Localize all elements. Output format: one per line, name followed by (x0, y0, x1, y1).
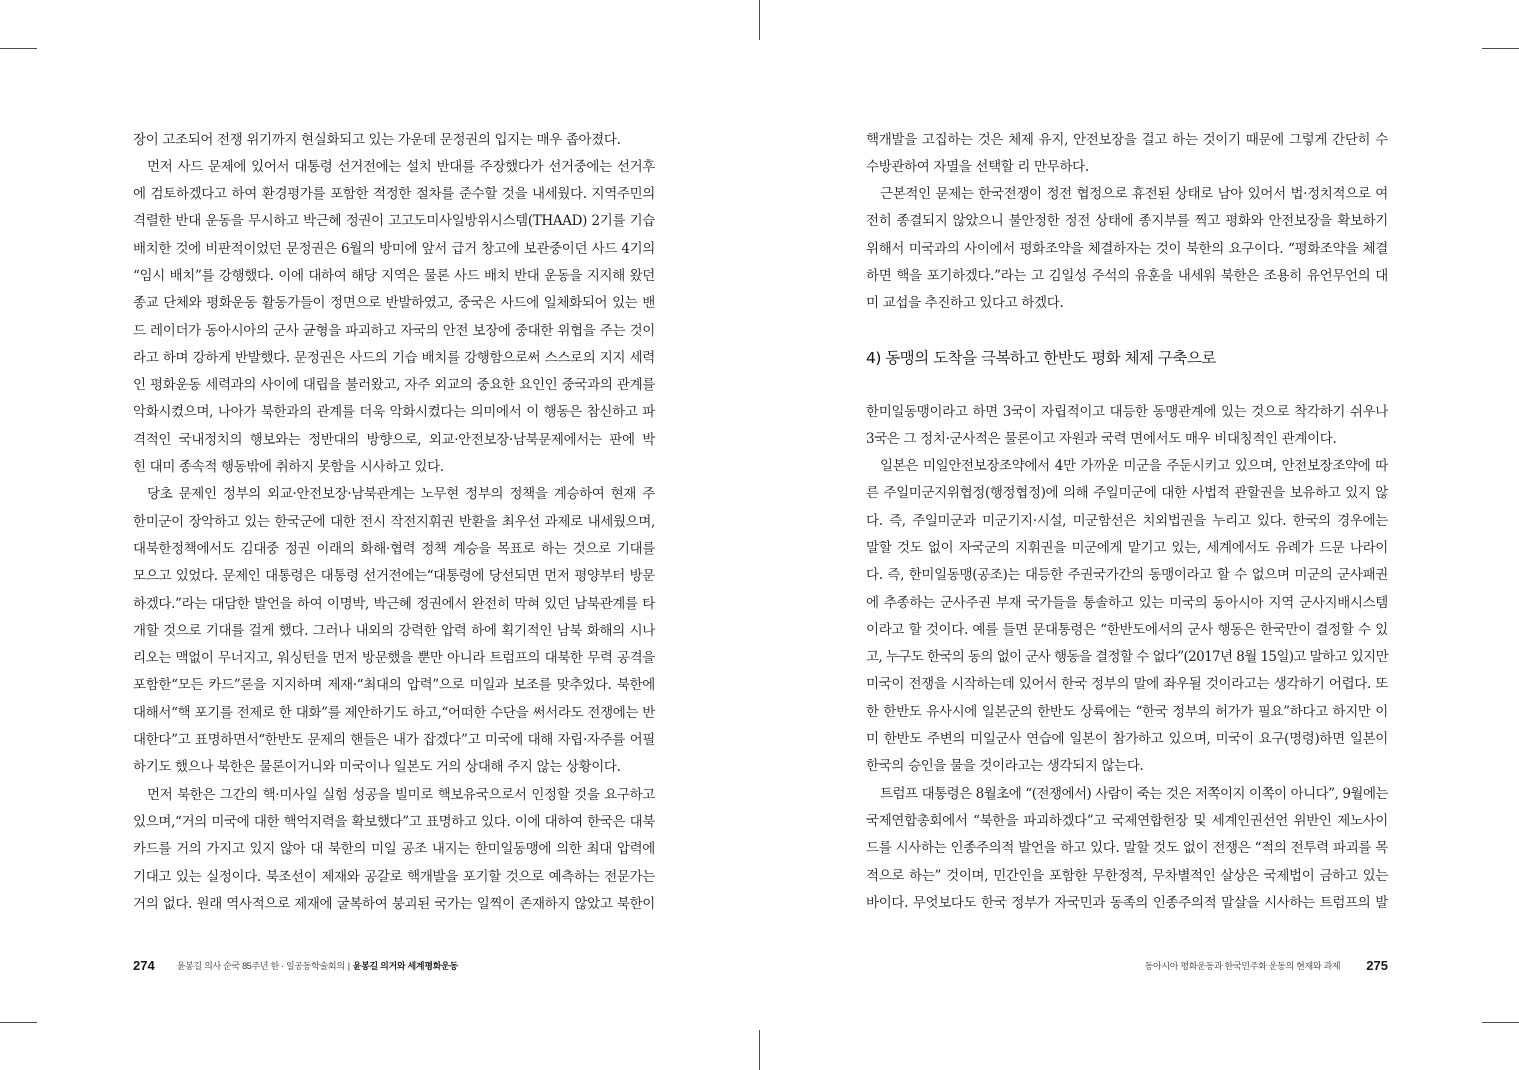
text-line: 말할 것도 없이 자국군의 지휘권을 미군에게 맡기고 있는, 세계에서도 유례가 드문 나라이 (866, 539, 1388, 556)
text-line: 근본적인 문제는 한국전쟁이 정전 협정으로 휴전된 상태로 남아 있어서 법·정치적으로 여 (880, 186, 1388, 203)
right-body-text-top (866, 127, 1388, 318)
text-line: 장이 고조되어 전쟁 위기까지 현실화되고 있는 가운데 문정권의 입지는 매우 좁아졌다. (133, 131, 621, 148)
text-line: 3국은 그 정치·군사적은 물론이고 자원과 국력 면에서도 매우 비대칭적인 관계이다. (866, 430, 1337, 447)
text-line: 기대고 있는 실정이다. 북조선이 제재와 공갈로 핵개발을 포기할 것으로 예측하는 전문가는 (133, 868, 655, 885)
text-line: 하면 핵을 포기하겠다.”라는 고 김일성 주석의 유훈을 내세워 북한은 조용히 유언무언의 대 (866, 267, 1388, 284)
text-line: 리오는 맥없이 무너지고, 워싱턴을 먼저 방문했을 뿐만 아니라 트럼프의 대북한 무력 공격을 (133, 650, 655, 667)
text-line: 하기도 했으나 북한은 물론이거니와 미국이나 일본도 거의 상대해 주지 않는 상황이다. (133, 759, 621, 776)
running-head-title: 윤봉길 의거와 세계평화운동 (352, 960, 458, 971)
text-line: 한국의 승인을 물을 것이라고는 생각되지 않는다. (866, 758, 1144, 775)
text-line: 고, 누구도 한국의 동의 없이 군사 행동을 결정할 수 없다”(2017년 8월 15일)고 말하고 있지만 (866, 649, 1388, 666)
text-line: “임시 배치”를 강행했다. 이에 대하여 해당 지역은 물론 사드 배치 반대 운동을 지지해 왔던 (133, 267, 655, 284)
text-line: 이라고 할 것이다. 예를 들면 문대통령은 “한반도에서의 군사 행동은 한국만이 결정할 수 있 (866, 621, 1388, 638)
text-line: 먼저 북한은 그간의 핵·미사일 실험 성공을 빌미로 핵보유국으로서 인정할 것을 요구하고 (147, 786, 655, 803)
crop-mark-bottom-center (759, 1030, 760, 1070)
text-line: 대해서“핵 포기를 전제로 한 대화”를 제안하기도 하고,“어떠한 수단을 써서라도 전쟁에는 반 (133, 704, 655, 721)
text-line: 인 평화운동 세력과의 사이에 대립을 불러왔고, 자주 외교의 중요한 요인인 중국과의 관계를 (133, 377, 655, 394)
text-line: 카드를 거의 가지고 있지 않아 대 북한의 미일 공조 내지는 한미일동맹에 의한 최대 압력에 (133, 841, 655, 858)
text-line: 드를 시사하는 인종주의적 발언을 하고 있다. 말할 것도 없이 전쟁은 “적의 전투력 파괴를 목 (866, 840, 1388, 857)
crop-mark-top-right (1482, 48, 1519, 49)
text-line: 개할 것으로 기대를 걸게 했다. 그러나 내외의 강력한 압력 하에 획기적인 남북 화해의 시나 (133, 622, 655, 639)
text-line: 에 검토하겠다고 하여 환경평가를 포함한 적정한 절차를 준수할 것을 내세웠다. 지역주민의 (133, 186, 655, 203)
text-line: 위해서 미국과의 사이에서 평화조약을 체결하자는 것이 북한의 요구이다. “평화조약을 체결 (866, 240, 1388, 257)
text-line: 배치한 것에 비판적이었던 문정권은 6월의 방미에 앞서 급거 창고에 보관중이던 사드 4기의 (133, 240, 655, 257)
text-line: 른 주일미군지위협정(행정협정)에 의해 주일미군에 대한 사법적 관할권을 보유하고 있지 않 (866, 485, 1388, 502)
left-footer (133, 955, 458, 975)
right-footer (1145, 955, 1388, 975)
text-line: 한 한반도 유사시에 일본군의 한반도 상륙에는 “한국 정부의 허가가 필요”하다고 하지만 이 (866, 703, 1388, 720)
text-line: 바이다. 무엇보다도 한국 정부가 자국민과 동족의 인종주의적 말살을 시사하는 트럼프의 발 (866, 894, 1388, 911)
text-line: 악화시켰으며, 나아가 북한과의 관계를 더욱 악화시켰다는 의미에서 이 행동은 참신하고 파 (133, 404, 655, 421)
text-line: 대한다”고 표명하면서“한반도 문제의 핸들은 내가 잡겠다”고 미국에 대해 자립·자주를 어필 (133, 732, 655, 749)
left-body-text (133, 127, 655, 919)
text-line: 다. 즉, 한미일동맹(공조)는 대등한 주권국가간의 동맹이라고 할 수 없으며 미군의 군사패권 (866, 567, 1388, 584)
text-line: 격렬한 반대 운동을 무시하고 박근혜 정권이 고고도미사일방위시스템(THAAD) 2기를 기습 (133, 213, 655, 230)
text-line: 힌 대미 종속적 행동밖에 취하지 못함을 시사하고 있다. (133, 459, 444, 476)
text-line: 일본은 미일안전보장조약에서 4만 가까운 미군을 주둔시키고 있으며, 안전보장조약에 따 (880, 458, 1388, 475)
text-line: 국제연합총회에서 “북한을 파괴하겠다”고 국제연합헌장 및 세계인권선언 위반인 제노사이 (866, 812, 1388, 829)
text-line: 라고 하며 강하게 반발했다. 문정권은 사드의 기습 배치를 강행함으로써 스스로의 지지 세력 (133, 349, 655, 366)
section-heading: 4) 동맹의 도착을 극복하고 한반도 평화 체제 구축으로 (866, 349, 1216, 367)
text-line: 드 레이더가 동아시아의 군사 균형을 파괴하고 자국의 안전 보장에 중대한 위협을 주는 것이 (133, 322, 655, 339)
page-number: 275 (1366, 957, 1388, 973)
text-line: 한미군이 장악하고 있는 한국군에 대한 전시 작전지휘권 반환을 최우선 과제로 내세웠으며, (133, 513, 655, 530)
text-line: 한미일동맹이라고 하면 3국이 자립적이고 대등한 동맹관계에 있는 것으로 착각하기 쉬우나 (866, 403, 1388, 420)
crop-mark-top-center (759, 0, 760, 40)
right-body-text-bottom (866, 399, 1388, 918)
text-line: 수방관하여 자멸을 선택할 리 만무하다. (866, 158, 1089, 175)
running-head (177, 959, 458, 972)
text-line: 포함한“모든 카드”론을 지지하며 제재·“최대의 압력”으로 미일과 보조를 맞추었다. 북한에 (133, 677, 655, 694)
text-line: 대북한정책에서도 김대중 정권 이래의 화해·협력 정책 계승을 목표로 하는 것으로 기대를 (133, 540, 655, 557)
text-line: 미 한반도 주변의 미일군사 연습에 일본이 참가하고 있으며, 미국이 요구(명령)하면 일본이 (866, 731, 1388, 748)
text-line: 격적인 국내정치의 행보와는 정반대의 방향으로, 외교·안전보장·남북문제에서는 판에 박 (133, 431, 655, 448)
text-line: 모으고 있었다. 문제인 대통령은 대통령 선거전에는“대통령에 당선되면 먼저 평양부터 방문 (133, 568, 655, 585)
running-head: 동아시아 평화운동과 한국민주화 운동의 현재와 과제 (1144, 960, 1341, 971)
text-line: 트럼프 대통령은 8월초에 “(전쟁에서) 사람이 죽는 것은 저쪽이지 이쪽이 아니다”, 9월에는 (880, 785, 1388, 802)
text-line: 전히 종결되지 않았으니 불안정한 정전 상태에 종지부를 찍고 평화와 안전보장을 확보하기 (866, 213, 1388, 230)
text-line: 당초 문제인 정부의 외교·안전보장·남북관계는 노무현 정부의 정책을 계승하여 현재 주 (147, 486, 655, 503)
text-line: 미 교섭을 추진하고 있다고 하겠다. (866, 295, 1064, 312)
text-line: 거의 없다. 원래 역사적으로 제재에 굴복하여 붕괴된 국가는 일찍이 존재하지 않았고 북한이 (133, 895, 655, 912)
text-line: 하겠다.”라는 대담한 발언을 하여 이명박, 박근혜 정권에서 완전히 막혀 있던 남북관계를 타 (133, 595, 655, 612)
text-line: 종교 단체와 평화운동 활동가들이 정면으로 반발하였고, 중국은 사드에 일체화되어 있는 밴 (133, 295, 655, 312)
running-head-separator: | (347, 960, 350, 971)
running-head-prefix: 윤봉길 의사 순국 85주년 한 · 일공동학술회의 (176, 960, 345, 971)
page-number: 274 (133, 957, 155, 973)
text-line: 핵개발을 고집하는 것은 체제 유지, 안전보장을 걸고 하는 것이기 때문에 그렇게 간단히 수 (866, 131, 1388, 148)
text-line: 먼저 사드 문제에 있어서 대통령 선거전에는 설치 반대를 주장했다가 선거중에는 선거후 (147, 158, 655, 175)
crop-mark-bottom-right (1482, 1022, 1519, 1023)
text-line: 적으로 하는” 것이며, 민간인을 포함한 무한정적, 무차별적인 살상은 국제법이 금하고 있는 (866, 867, 1388, 884)
text-line: 있으며,“거의 미국에 대한 핵억지력을 확보했다”고 표명하고 있다. 이에 대하여 한국은 대북 (133, 813, 655, 830)
crop-mark-top-left (0, 48, 37, 49)
text-line: 미국이 전쟁을 시작하는데 있어서 한국 정부의 말에 좌우될 것이라고는 생각하기 어렵다. 또 (866, 676, 1388, 693)
text-line: 에 추종하는 군사주권 부재 국가들을 통솔하고 있는 미국의 동아시아 지역 군사지배시스템 (866, 594, 1388, 611)
text-line: 다. 즉, 주일미군과 미군기지·시설, 미군함선은 치외법권을 누리고 있다. 한국의 경우에는 (866, 512, 1388, 529)
crop-mark-bottom-left (0, 1022, 37, 1023)
